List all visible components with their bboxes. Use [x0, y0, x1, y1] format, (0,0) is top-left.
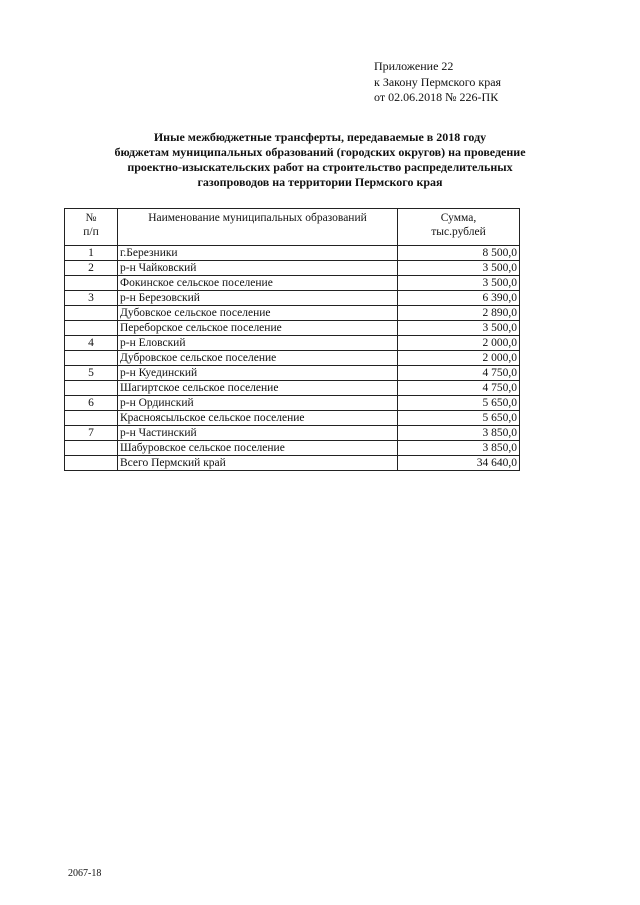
- row-number: 3: [65, 291, 118, 306]
- row-number: [65, 381, 118, 396]
- row-number: 6: [65, 396, 118, 411]
- appendix-law: к Закону Пермского края: [374, 74, 502, 89]
- table-row: [65, 411, 520, 426]
- header-number-line2: п/п: [83, 226, 99, 238]
- header-number: [65, 209, 118, 246]
- row-sum: 6 390,0: [398, 291, 520, 306]
- row-sum: 2 000,0: [398, 351, 520, 366]
- row-number: [65, 351, 118, 366]
- table-row: [65, 426, 520, 441]
- appendix-number: Приложение 22: [374, 59, 454, 73]
- row-number: 5: [65, 366, 118, 381]
- header-name: Наименование муниципальных образований: [118, 209, 398, 246]
- row-number: [65, 456, 118, 471]
- table-row: [65, 321, 520, 336]
- table-row: [65, 366, 520, 381]
- row-sum: 34 640,0: [398, 456, 520, 471]
- row-name: Красноясыльское сельское поселение: [118, 411, 398, 426]
- title-line-2: бюджетам муниципальных образований (городских округов) на проведение: [114, 145, 526, 159]
- row-number: [65, 441, 118, 456]
- document-number: 2067-18: [68, 868, 102, 879]
- header-sum-line2: тыс.рублей: [431, 226, 486, 238]
- table-row: [65, 261, 520, 276]
- row-number: [65, 306, 118, 321]
- row-name: Фокинское сельское поселение: [118, 276, 398, 291]
- appendix-header: [374, 59, 501, 106]
- table-row: [65, 246, 520, 261]
- row-number: 1: [65, 246, 118, 261]
- table-row: [65, 351, 520, 366]
- row-sum: 3 500,0: [398, 276, 520, 291]
- row-sum: 3 500,0: [398, 261, 520, 276]
- table-header-row: [65, 209, 520, 246]
- row-name: р-н Березовский: [118, 291, 398, 306]
- row-sum: 3 850,0: [398, 441, 520, 456]
- appendix-date: от 02.06.2018 № 226-ПК: [374, 90, 499, 104]
- transfers-table: [64, 208, 520, 471]
- row-sum: 3 850,0: [398, 426, 520, 441]
- row-number: 2: [65, 261, 118, 276]
- header-sum-line1: Сумма,: [440, 212, 477, 224]
- row-name: г.Березники: [118, 246, 398, 261]
- row-sum: 3 500,0: [398, 321, 520, 336]
- row-number: [65, 321, 118, 336]
- row-sum: 8 500,0: [398, 246, 520, 261]
- row-name: р-н Куединский: [118, 366, 398, 381]
- row-sum: 5 650,0: [398, 411, 520, 426]
- row-sum: 2 000,0: [398, 336, 520, 351]
- row-number: [65, 411, 118, 426]
- table-row: [65, 441, 520, 456]
- row-name: Всего Пермский край: [118, 456, 398, 471]
- row-sum: 4 750,0: [398, 366, 520, 381]
- row-name: Шагиртское сельское поселение: [118, 381, 398, 396]
- row-number: [65, 276, 118, 291]
- row-name: р-н Еловский: [118, 336, 398, 351]
- row-sum: 4 750,0: [398, 381, 520, 396]
- row-number: 4: [65, 336, 118, 351]
- row-name: р-н Частинский: [118, 426, 398, 441]
- title-line-1: Иные межбюджетные трансферты, передаваемые в 2018 году: [153, 130, 487, 144]
- row-name: Переборское сельское поселение: [118, 321, 398, 336]
- row-name: Дубровское сельское поселение: [118, 351, 398, 366]
- header-number-line1: №: [85, 212, 97, 224]
- header-sum: [398, 209, 520, 246]
- row-name: р-н Ординский: [118, 396, 398, 411]
- table-row: [65, 396, 520, 411]
- row-name: Шабуровское сельское поселение: [118, 441, 398, 456]
- table-row: [65, 336, 520, 351]
- row-name: р-н Чайковский: [118, 261, 398, 276]
- table-row: [65, 381, 520, 396]
- table-row: [65, 456, 520, 471]
- row-sum: 5 650,0: [398, 396, 520, 411]
- document-title: [60, 130, 580, 190]
- table-row: [65, 276, 520, 291]
- table-row: [65, 291, 520, 306]
- table-row: [65, 306, 520, 321]
- title-line-4: газопроводов на территории Пермского края: [197, 175, 443, 189]
- row-number: 7: [65, 426, 118, 441]
- title-line-3: проектно-изыскательских работ на строительство распределительных: [127, 160, 513, 174]
- row-sum: 2 890,0: [398, 306, 520, 321]
- row-name: Дубовское сельское поселение: [118, 306, 398, 321]
